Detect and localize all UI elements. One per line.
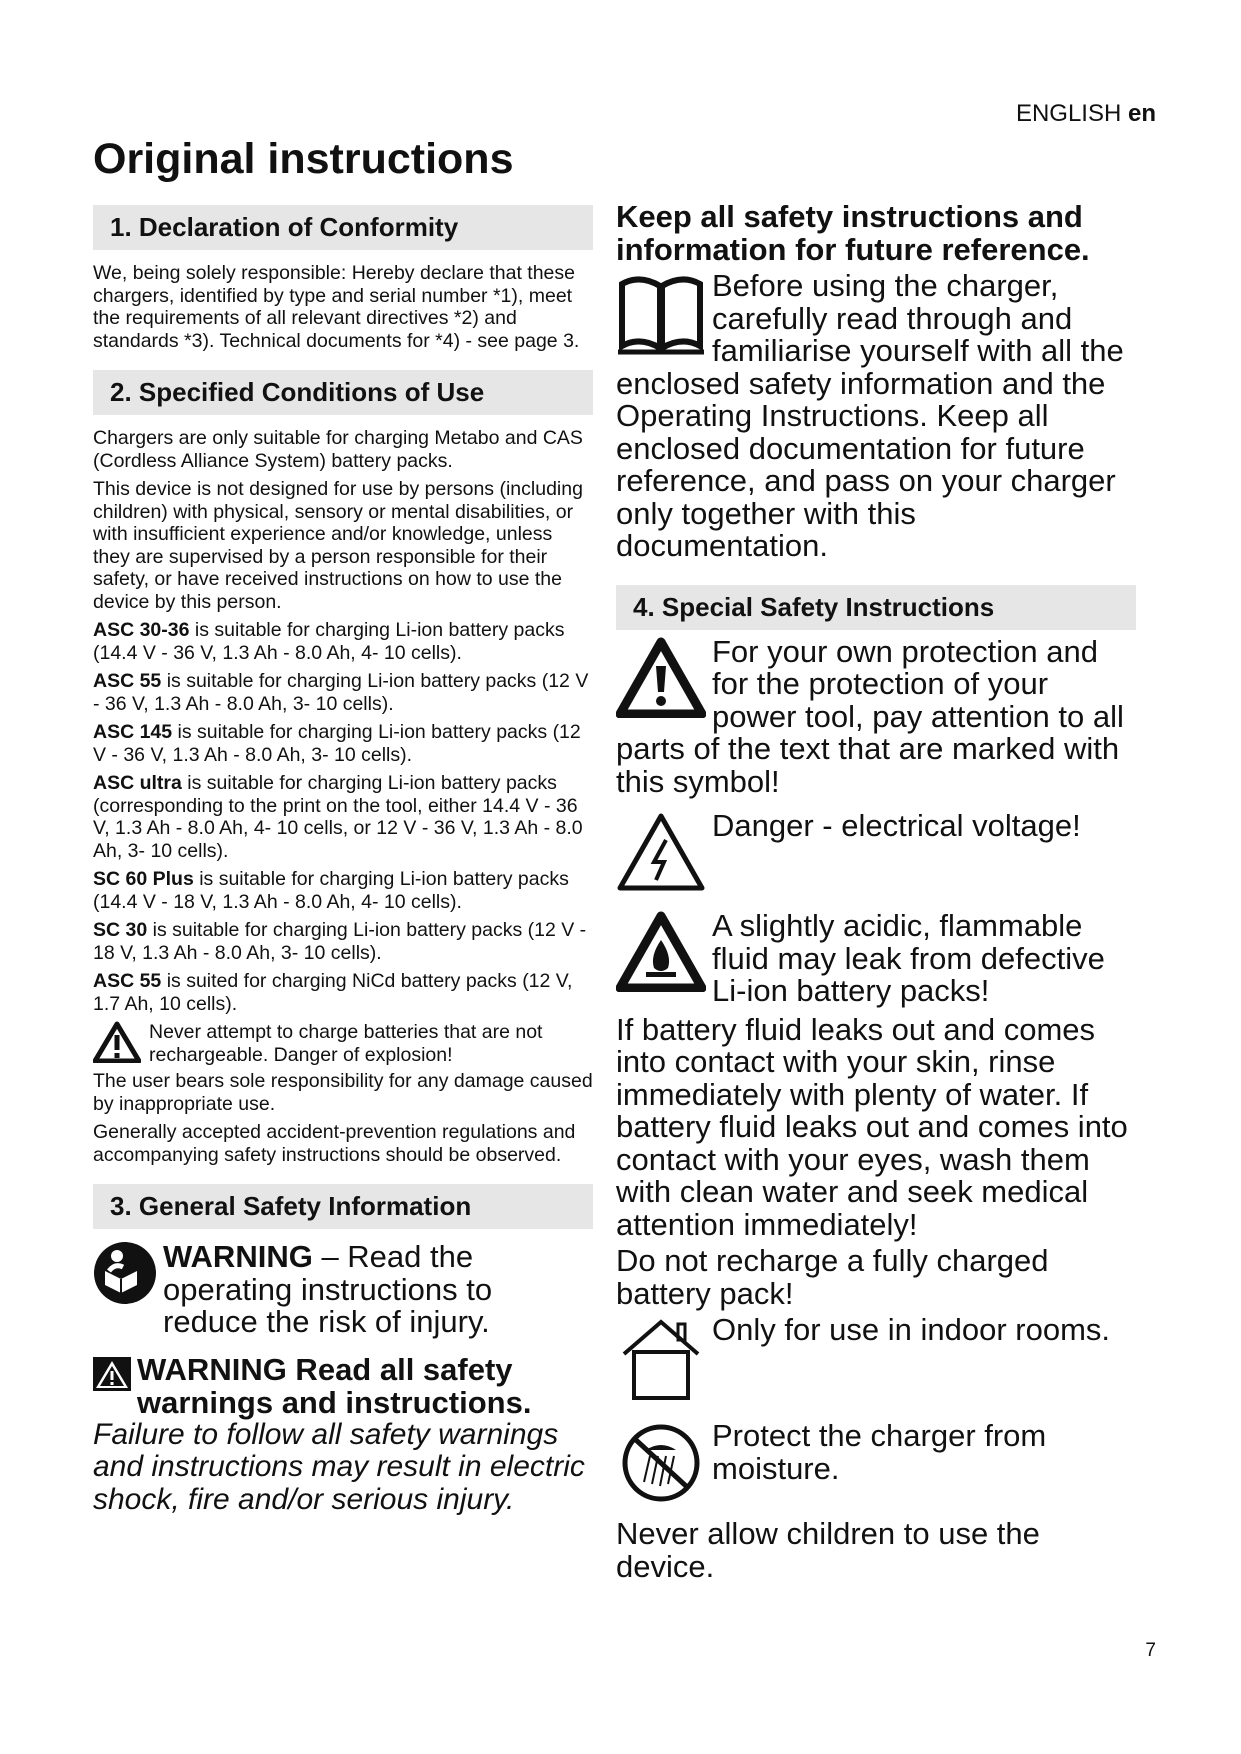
- book-icon: [616, 270, 706, 358]
- model-desc: is suitable for charging Li-ion battery packs (14.4 V - 36 V, 1.3 Ah - 8.0 Ah, 4- 10 cells).: [93, 619, 565, 664]
- read-all-warnings-block: [93, 1353, 593, 1517]
- fluid-contact-text: If battery fluid leaks out and comes into contact with your skin, rinse immediately with plenty of water. If battery fluid leaks out and comes into contact with your eyes, wash them with clean water and seek medical attention immediately!: [616, 1011, 1128, 1242]
- voltage-block: [616, 810, 1136, 892]
- children-text: Never allow children to use the device.: [616, 1516, 1040, 1584]
- failure-warning-text: Failure to follow all safety warnings and instructions may result in electric shock, fire and/or serious injury.: [93, 1417, 585, 1516]
- warning-box-icon: [93, 1357, 131, 1419]
- model-name: ASC 30-36: [93, 619, 190, 641]
- left-column: [93, 205, 593, 1516]
- page-number: 7: [1145, 1640, 1156, 1661]
- voltage-text: Danger - electrical voltage!: [712, 808, 1081, 843]
- section-3-heading: 3. General Safety Information: [93, 1184, 593, 1229]
- warning-text: – Read the operating instructions to reduce the risk of injury.: [163, 1239, 493, 1339]
- page-title: Original instructions: [93, 135, 514, 183]
- flammable-icon: [616, 910, 706, 992]
- section-4-heading: 4. Special Safety Instructions: [616, 585, 1136, 630]
- language-name: ENGLISH: [1015, 100, 1122, 127]
- section-2-heading: 2. Specified Conditions of Use: [93, 370, 593, 415]
- keep-instructions-heading: Keep all safety instructions and information for future reference.: [616, 199, 1090, 267]
- warning-triangle-icon: [93, 1021, 141, 1063]
- read-manual-warning-text: [163, 1241, 593, 1339]
- model-desc: is suitable for charging Li-ion battery packs (12 V - 36 V, 1.3 Ah - 8.0 Ah, 3- 10 cells).: [93, 721, 581, 766]
- acid-warning-text: A slightly acidic, flammable fluid may leak from defective Li-ion battery packs!: [712, 908, 1105, 1008]
- section-1-heading: 1. Declaration of Conformity: [93, 205, 593, 250]
- no-rain-icon: [616, 1420, 706, 1506]
- model-asc-ultra: [93, 772, 593, 862]
- recharge-text: Do not recharge a fully charged battery pack!: [616, 1243, 1049, 1311]
- symbol-attention-text: For your own protection and for the protection of your power tool, pay attention to all parts of the text that are marked with this symbol!: [616, 633, 1124, 799]
- language-label: [1016, 100, 1156, 128]
- acid-warning-block: [616, 910, 1136, 1008]
- use-paragraph-4: Generally accepted accident-prevention regulations and accompanying safety instructions should be observed.: [93, 1121, 576, 1166]
- indoor-block: [616, 1314, 1136, 1406]
- language-code: en: [1127, 100, 1156, 127]
- symbol-attention-block: [616, 633, 1136, 799]
- model-desc: is suitable for charging Li-ion battery packs (12 V - 18 V, 1.3 Ah - 8.0 Ah, 3- 10 cells).: [93, 919, 587, 964]
- model-desc: is suited for charging NiCd battery packs (12 V, 1.7 Ah, 10 cells).: [93, 970, 573, 1015]
- moisture-block: [616, 1420, 1136, 1506]
- model-desc: is suitable for charging Li-ion battery packs (12 V - 36 V, 1.3 Ah - 8.0 Ah, 3- 10 cells).: [93, 670, 589, 715]
- model-asc-55-nicd: [93, 970, 593, 1015]
- warning-triangle-icon: [616, 636, 706, 718]
- high-voltage-icon: [616, 810, 706, 892]
- model-sc-30: [93, 919, 593, 964]
- explosion-warning-text: Never attempt to charge batteries that are not rechargeable. Danger of explosion!: [149, 1021, 543, 1066]
- model-name: ASC ultra: [93, 772, 182, 794]
- use-paragraph-3: The user bears sole responsibility for any damage caused by inappropriate use.: [93, 1070, 593, 1115]
- model-sc-60-plus: [93, 868, 593, 913]
- read-manual-warning: [93, 1241, 593, 1339]
- model-asc-145: [93, 721, 593, 766]
- right-column: [616, 200, 1136, 1583]
- house-icon: [616, 1314, 706, 1404]
- keep-instructions-block: [616, 270, 1136, 563]
- model-asc-30-36: [93, 619, 593, 664]
- use-paragraph-2: This device is not designed for use by persons (including children) with physical, sensory or mental disabilities, or with insufficient experience and/or knowledge, unless they are supervised by a person responsible for their safety, or have received instructions on how to use the device by this person.: [93, 478, 583, 613]
- indoor-text: Only for use in indoor rooms.: [712, 1312, 1111, 1347]
- model-name: SC 60 Plus: [93, 868, 194, 890]
- warning-label: WARNING: [163, 1239, 313, 1274]
- model-asc-55-li: [93, 670, 593, 715]
- explosion-warning: [93, 1021, 593, 1066]
- read-manual-icon: [93, 1241, 157, 1339]
- model-name: ASC 55: [93, 670, 162, 692]
- model-desc: is suitable for charging Li-ion battery packs (14.4 V - 18 V, 1.3 Ah - 8.0 Ah, 4- 10 cells).: [93, 868, 569, 913]
- conformity-text: We, being solely responsible: Hereby declare that these chargers, identified by type and serial number *1), meet the requirements of all relevant directives *2) and standards *3). Technical documents for *4) - see page 3.: [93, 262, 580, 352]
- model-name: ASC 55: [93, 970, 162, 992]
- keep-instructions-text: Before using the charger, carefully read through and familiarise yourself with all the enclosed safety information and the Operating Instructions. Keep all enclosed documentation for future reference, and pass on your charger only together with this documentation.: [616, 268, 1124, 563]
- read-all-warnings: [93, 1353, 593, 1419]
- read-all-warnings-heading: WARNING Read all safety warnings and instructions.: [137, 1351, 532, 1420]
- model-desc: is suitable for charging Li-ion battery packs (corresponding to the print on the tool, either 14.4 V - 36 V, 1.3 Ah - 8.0 Ah, 4- 10 cells, or 12 V - 36 V, 1.3 Ah - 8.0 Ah, 3- 10 cells).: [93, 772, 583, 862]
- use-paragraph-1: Chargers are only suitable for charging Metabo and CAS (Cordless Alliance System) battery packs.: [93, 427, 583, 472]
- model-name: ASC 145: [93, 721, 173, 743]
- moisture-text: Protect the charger from moisture.: [712, 1418, 1047, 1486]
- model-name: SC 30: [93, 919, 148, 941]
